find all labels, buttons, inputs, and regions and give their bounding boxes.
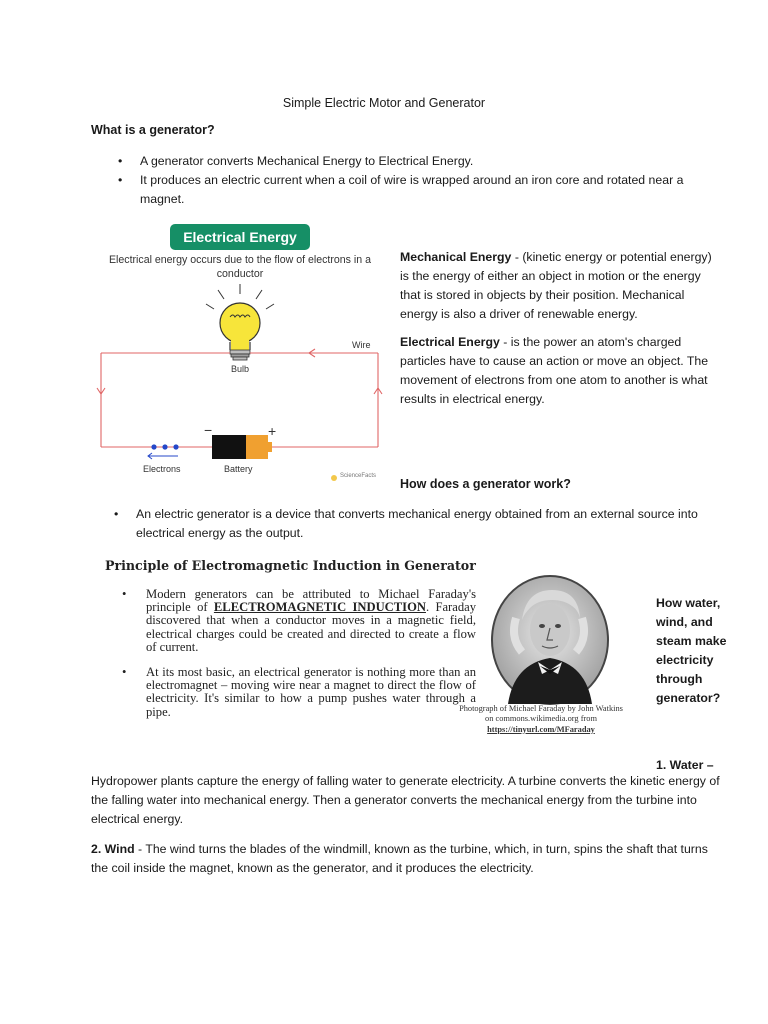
generator-work-bullets bbox=[114, 505, 736, 543]
induction-paragraph-1: • Modern generators can be attributed to Michael Faraday's principle of ELECTROMAGNETIC INDUCTION. Faraday discovered that when a conductor moves in a magnetic field, electrical charges could be created and directed to create a flow of current. bbox=[122, 587, 477, 654]
induction-figure-text bbox=[122, 587, 477, 731]
bulb-icon bbox=[220, 303, 260, 360]
label-electrons: Electrons bbox=[143, 464, 181, 474]
label-minus: − bbox=[204, 422, 213, 438]
page-title: Simple Electric Motor and Generator bbox=[282, 96, 486, 110]
induction-figure bbox=[101, 558, 621, 758]
bullet-item: • An electric generator is a device that converts mechanical energy obtained from an external source into electrical energy as the output. bbox=[114, 507, 698, 540]
label-battery: Battery bbox=[224, 464, 253, 474]
bullet-item: • It produces an electric current when a coil of wire is wrapped around an iron core and rotated near a magnet. bbox=[118, 173, 684, 206]
watermark-text: ScienceFacts bbox=[340, 473, 377, 479]
bullet-icon: • bbox=[122, 587, 127, 601]
figure-title-badge: Electrical Energy bbox=[170, 224, 310, 250]
label-wire: Wire bbox=[352, 340, 371, 350]
energy-definitions bbox=[400, 248, 722, 418]
side-question: How water, wind, and steam make electricity through generator? bbox=[656, 596, 727, 705]
bullet-icon: • bbox=[118, 154, 123, 168]
electrons-icon bbox=[148, 444, 179, 459]
figure-caption: Electrical energy occurs due to the flow of electrons in a conductor bbox=[108, 254, 372, 280]
label-plus: + bbox=[268, 423, 277, 439]
circuit-diagram bbox=[94, 222, 394, 494]
mechanical-energy-paragraph: Mechanical Energy - (kinetic energy or potential energy) is the energy of either an object in motion or the energy that is stored in objects by their position. Mechanical energy is also a driver of renewable energy. bbox=[400, 250, 712, 321]
faraday-portrait-image bbox=[490, 574, 610, 712]
photo-caption: Photograph of Michael Faraday by John Watkins on commons.wikimedia.org from https://tinyurl.com/MFaraday bbox=[459, 704, 623, 734]
wind-paragraph: 2. Wind - The wind turns the blades of the windmill, known as the turbine, which, in turn, spins the shaft that turns the coil inside the magnet, known as the generator, and it produces the electricity. bbox=[91, 842, 708, 875]
question-what-is-generator: What is a generator? bbox=[91, 123, 215, 137]
bullet-icon: • bbox=[114, 507, 119, 521]
water-heading: 1. Water – bbox=[656, 758, 714, 772]
induction-figure-title: Principle of Electromagnetic Induction in Generator bbox=[105, 558, 476, 573]
water-paragraph: Hydropower plants capture the energy of falling water to generate electricity. A turbine converts the kinetic energy of the falling water into mechanical energy. Then a generator converts the mechanical energy from the turbine into electrical energy. bbox=[91, 774, 720, 826]
label-bulb: Bulb bbox=[231, 364, 250, 374]
bullet-icon: • bbox=[118, 173, 123, 187]
bullet-icon: • bbox=[122, 665, 127, 680]
generator-bullets bbox=[118, 152, 720, 209]
electrical-energy-figure bbox=[94, 222, 394, 494]
electrical-energy-paragraph: Electrical Energy - is the power an atom's charged particles have to cause an action or move an object. The movement of electrons from one atom to another is what results in electrical energy. bbox=[400, 335, 709, 406]
induction-paragraph-2: • At its most basic, an electrical generator is nothing more than an electromagnet – moving wire near a magnet to direct the flow of electricity. It's similar to how a pump pushes water through a pipe. bbox=[122, 665, 476, 719]
photo-source-link[interactable]: https://tinyurl.com/MFaraday bbox=[487, 724, 595, 734]
battery-icon bbox=[212, 435, 272, 459]
watermark-icon bbox=[331, 475, 337, 481]
bullet-item: • A generator converts Mechanical Energy to Electrical Energy. bbox=[140, 152, 720, 171]
question-how-generator-works: How does a generator work? bbox=[400, 477, 571, 491]
